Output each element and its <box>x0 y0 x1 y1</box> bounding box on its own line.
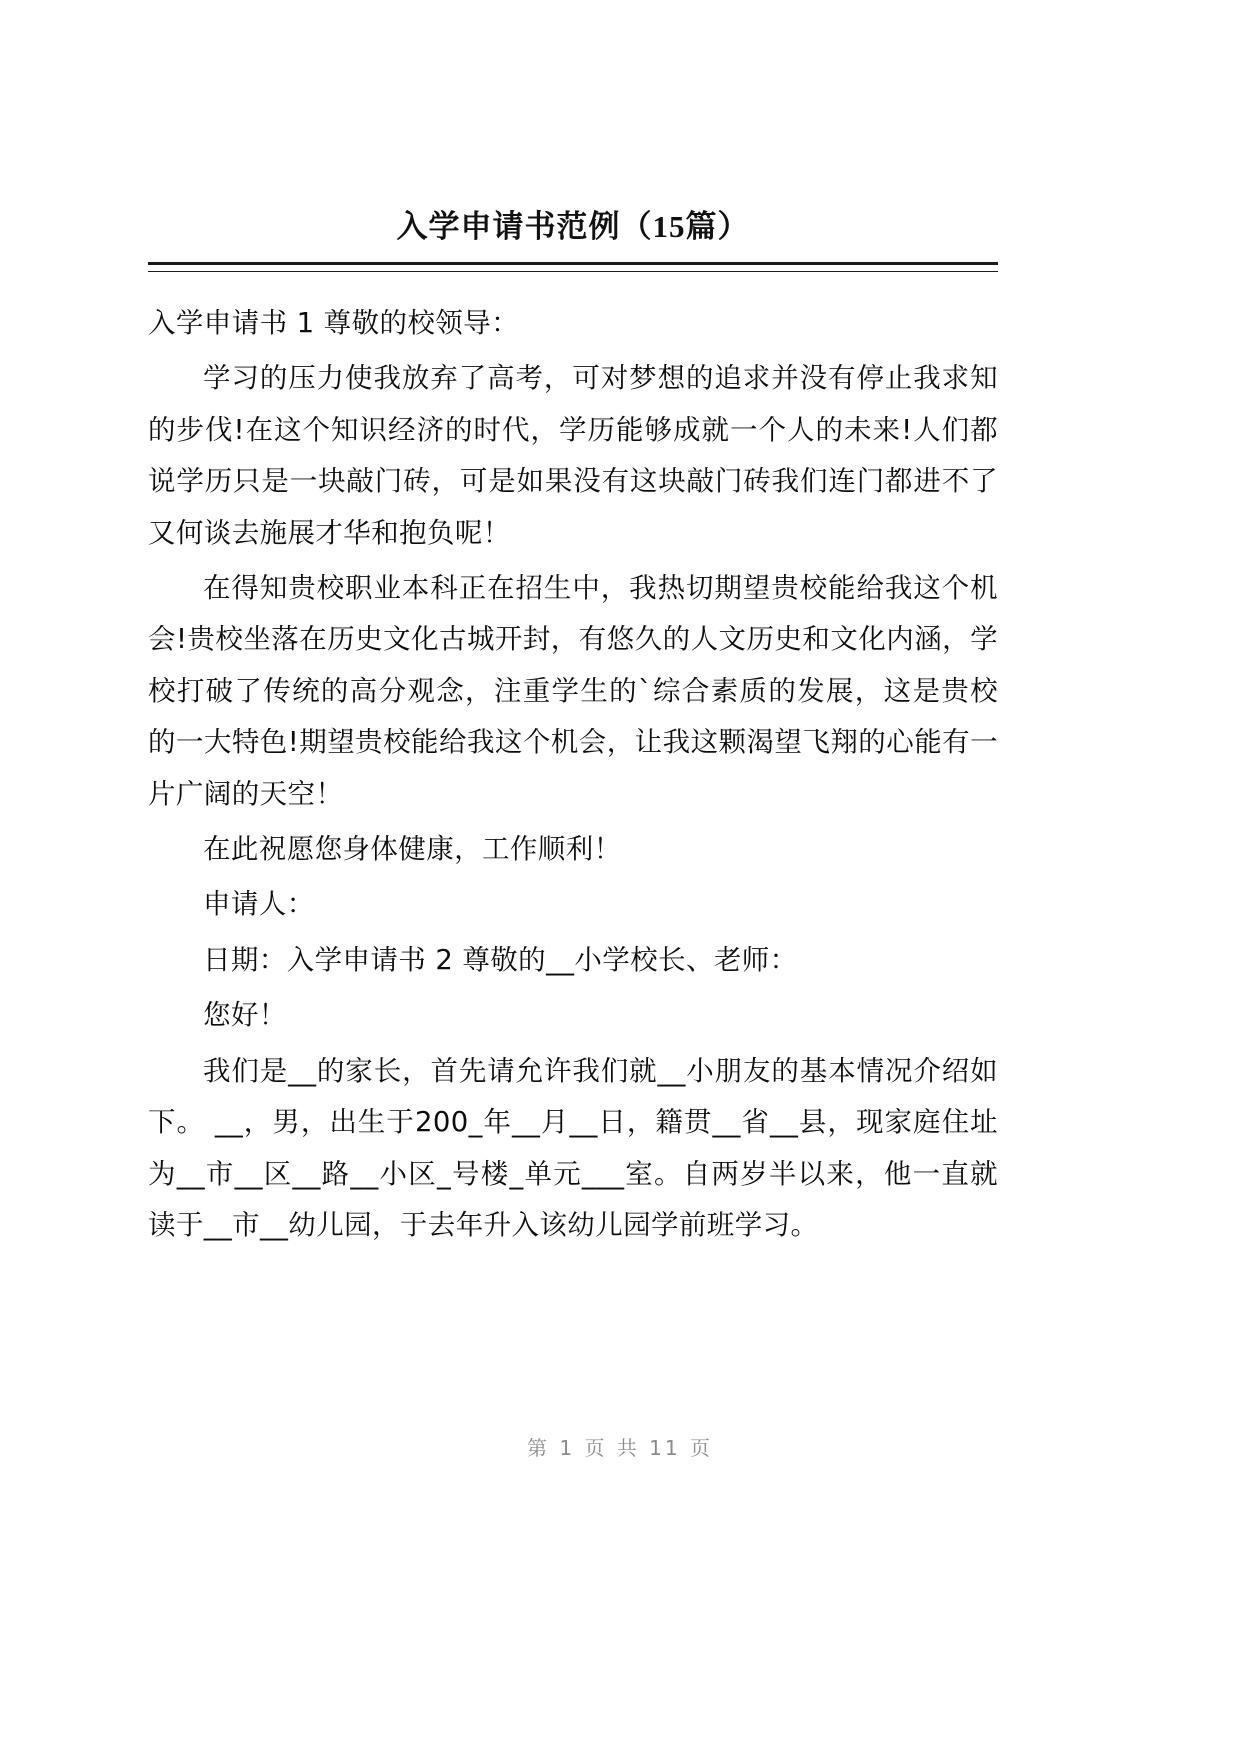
paragraph-salutation: 入学申请书 1 尊敬的校领导： <box>148 306 519 339</box>
paragraph-school-appeal: 在得知贵校职业本科正在招生中，我热切期望贵校能给我这个机会!贵校坐落在历史文化古城开封，有悠久的人文历史和文化内涵，学校打破了传统的高分观念，注重学生的`综合素质的发展，这是贵校的一大特色!期望贵校能给我这个机会，让我这颗渴望飞翔的心能有一片广阔的天空！ <box>148 571 998 810</box>
paragraph-date-and-second-letter: 日期：入学申请书 2 尊敬的__小学校长、老师： <box>203 943 798 976</box>
paragraph-applicant-label: 申请人： <box>203 888 315 921</box>
paragraph-greeting: 您好！ <box>203 999 287 1032</box>
paragraph-motivation: 学习的压力使我放弃了高考，可对梦想的追求并没有停止我求知的步伐!在这个知识经济的时代，学历能够成就一个人的未来!人们都说学历只是一块敲门砖，可是如果没有这块敲门砖我们连门都进不了又何谈去施展才华和抱负呢！ <box>148 362 998 549</box>
paragraph-wishes: 在此祝愿您身体健康，工作顺利！ <box>203 833 622 866</box>
paragraph-child-details: 我们是__的家长，首先请允许我们就__小朋友的基本情况介绍如下。 __，男，出生于200_年__月__日，籍贯__省__县，现家庭住址为__市__区__路__小区_号楼_单元___室。自两岁半以来，他一直就读于__市__幼儿园，于去年升入该幼儿园学前班学习。 <box>148 1054 998 1242</box>
document-content <box>148 206 998 1255</box>
title-divider <box>148 262 998 272</box>
page-footer: 第 1 页 共 11 页 <box>527 1436 713 1460</box>
document-body <box>148 298 998 1252</box>
page-title: 入学申请书范例（15篇） <box>396 209 750 244</box>
